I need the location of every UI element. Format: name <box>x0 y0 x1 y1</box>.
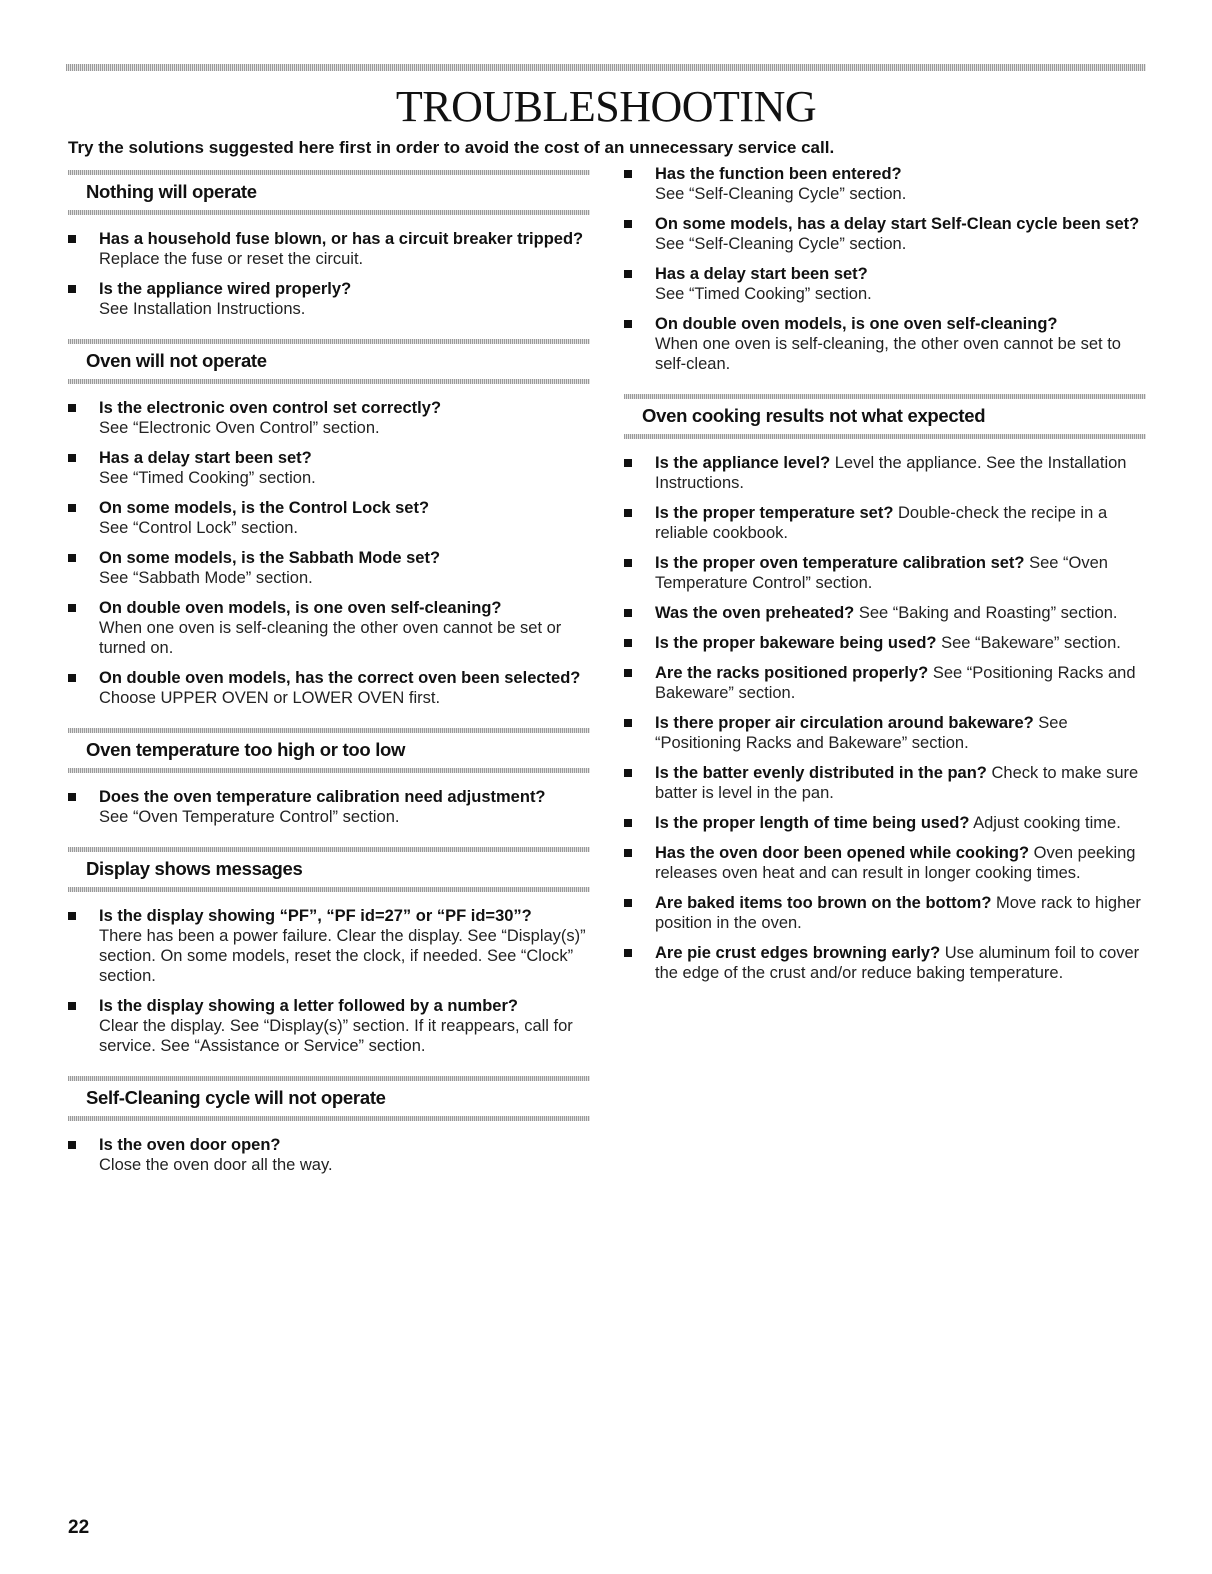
section-self-cleaning <box>68 1076 590 1175</box>
item-answer: Use aluminum foil to cover the edge of the crust and/or reduce baking temperature. <box>655 944 1140 982</box>
section-title: Oven will not operate <box>86 350 267 371</box>
item-list <box>624 439 1146 983</box>
section-title: Display shows messages <box>86 858 303 879</box>
page-title: TROUBLESHOOTING <box>395 82 817 131</box>
item-question: Is the oven door open? <box>99 1136 281 1154</box>
bullet-icon <box>624 899 632 907</box>
bullet-icon <box>624 949 632 957</box>
list-item <box>68 996 590 1056</box>
bullet-icon <box>68 912 76 920</box>
item-answer: Check to make sure batter is level in the pan. <box>655 764 1139 802</box>
list-item <box>68 668 590 708</box>
item-answer: Level the appliance. See the Installation Instructions. <box>655 454 1127 492</box>
page-number: 22 <box>68 1517 90 1538</box>
item-answer: See “Bakeware” section. <box>941 634 1121 652</box>
bullet-icon <box>624 559 632 567</box>
list-item <box>624 663 1146 703</box>
item-question: Is the proper temperature set? <box>655 504 894 522</box>
item-answer: See Installation Instructions. <box>99 300 306 318</box>
list-item <box>624 603 1146 623</box>
item-list <box>68 215 590 319</box>
list-item <box>624 893 1146 933</box>
list-item <box>68 548 590 588</box>
item-question: On some models, is the Sabbath Mode set? <box>99 549 441 567</box>
bullet-icon <box>68 285 76 293</box>
list-item <box>624 763 1146 803</box>
bullet-icon <box>68 454 76 462</box>
bullet-icon <box>624 509 632 517</box>
bullet-icon <box>624 170 632 178</box>
item-question: Is the electronic oven control set correctly? <box>99 399 442 417</box>
bullet-icon <box>624 220 632 228</box>
section-display-shows-messages <box>68 847 590 1056</box>
item-question: Are pie crust edges browning early? <box>655 944 941 962</box>
list-item <box>68 906 590 986</box>
item-question: Is the proper bakeware being used? <box>655 634 937 652</box>
section-title: Oven cooking results not what expected <box>642 405 986 426</box>
item-answer: See “Self-Cleaning Cycle” section. <box>655 185 907 203</box>
list-item <box>624 214 1146 254</box>
item-question: Has a delay start been set? <box>655 265 868 283</box>
list-item <box>68 229 590 269</box>
intro-text: Try the solutions suggested here first in order to avoid the cost of an unnecessary service call. <box>68 138 835 157</box>
item-list <box>68 384 590 708</box>
item-question: Are baked items too brown on the bottom? <box>655 894 992 912</box>
item-list <box>68 892 590 1056</box>
section-nothing-will-operate <box>68 170 590 319</box>
bullet-icon <box>68 404 76 412</box>
item-question: Is there proper air circulation around bakeware? <box>655 714 1034 732</box>
bullet-icon <box>68 504 76 512</box>
list-item <box>68 448 590 488</box>
bullet-icon <box>68 604 76 612</box>
item-question: Was the oven preheated? <box>655 604 855 622</box>
list-item <box>68 787 590 827</box>
item-question: On some models, has a delay start Self-Clean cycle been set? <box>655 215 1140 233</box>
section-cooking-results <box>624 394 1146 983</box>
list-item <box>624 633 1146 653</box>
item-question: On double oven models, has the correct oven been selected? <box>99 669 581 687</box>
item-question: On double oven models, is one oven self-cleaning? <box>655 315 1058 333</box>
item-question: Has a delay start been set? <box>99 449 312 467</box>
item-answer: See “Positioning Racks and Bakeware” section. <box>655 714 1068 752</box>
item-answer: Double-check the recipe in a reliable cookbook. <box>655 504 1108 542</box>
item-question: Is the display showing “PF”, “PF id=27” or “PF id=30”? <box>99 907 532 925</box>
section-title: Self-Cleaning cycle will not operate <box>86 1087 386 1108</box>
item-answer: See “Sabbath Mode” section. <box>99 569 313 587</box>
continued-item-list <box>624 164 1146 374</box>
item-answer: See “Timed Cooking” section. <box>655 285 872 303</box>
item-answer: See “Oven Temperature Control” section. <box>655 554 1108 592</box>
list-item <box>68 598 590 658</box>
bullet-icon <box>68 674 76 682</box>
list-item <box>68 498 590 538</box>
item-question: Is the proper oven temperature calibration set? <box>655 554 1025 572</box>
list-item <box>624 813 1146 833</box>
list-item <box>624 264 1146 304</box>
list-item <box>624 164 1146 204</box>
item-answer: See “Positioning Racks and Bakeware” section. <box>655 664 1136 702</box>
bullet-icon <box>624 459 632 467</box>
section-oven-temperature <box>68 728 590 827</box>
item-question: Has a household fuse blown, or has a circuit breaker tripped? <box>99 230 584 248</box>
list-item <box>624 314 1146 374</box>
bullet-icon <box>624 320 632 328</box>
section-title: Nothing will operate <box>86 181 257 202</box>
item-answer: See “Electronic Oven Control” section. <box>99 419 380 437</box>
section-title: Oven temperature too high or too low <box>86 739 406 760</box>
item-answer: Move rack to higher position in the oven. <box>655 894 1141 932</box>
item-answer: Clear the display. See “Display(s)” section. If it reappears, call for service. See “Assistance or Service” section. <box>99 1017 573 1055</box>
item-answer: See “Oven Temperature Control” section. <box>99 808 400 826</box>
item-answer: See “Timed Cooking” section. <box>99 469 316 487</box>
item-list <box>68 773 590 827</box>
bullet-icon <box>624 609 632 617</box>
list-item <box>624 503 1146 543</box>
item-answer: Replace the fuse or reset the circuit. <box>99 250 364 268</box>
list-item <box>624 553 1146 593</box>
bullet-icon <box>624 769 632 777</box>
list-item <box>68 1135 590 1175</box>
item-question: Is the appliance level? <box>655 454 831 472</box>
item-answer: Choose UPPER OVEN or LOWER OVEN first. <box>99 689 441 707</box>
list-item <box>68 398 590 438</box>
bullet-icon <box>68 235 76 243</box>
list-item <box>624 713 1146 753</box>
right-column <box>624 164 1146 993</box>
bullet-icon <box>624 639 632 647</box>
item-question: On double oven models, is one oven self-cleaning? <box>99 599 502 617</box>
item-answer: When one oven is self-cleaning the other oven cannot be set or turned on. <box>99 619 562 657</box>
list-item <box>624 843 1146 883</box>
item-question: On some models, is the Control Lock set? <box>99 499 430 517</box>
item-list <box>68 1121 590 1175</box>
list-item <box>68 279 590 319</box>
item-question: Are the racks positioned properly? <box>655 664 929 682</box>
section-oven-will-not-operate <box>68 339 590 708</box>
list-item <box>624 453 1146 493</box>
bullet-icon <box>68 1002 76 1010</box>
item-answer: See “Self-Cleaning Cycle” section. <box>655 235 907 253</box>
item-question: Is the batter evenly distributed in the pan? <box>655 764 987 782</box>
list-item <box>624 943 1146 983</box>
bullet-icon <box>624 819 632 827</box>
item-question: Has the oven door been opened while cooking? <box>655 844 1030 862</box>
left-column <box>68 170 590 1185</box>
bullet-icon <box>68 1141 76 1149</box>
item-answer: Close the oven door all the way. <box>99 1156 333 1174</box>
top-rule <box>66 64 1146 71</box>
bullet-icon <box>624 849 632 857</box>
item-question: Is the display showing a letter followed by a number? <box>99 997 518 1015</box>
item-answer: Adjust cooking time. <box>973 814 1121 832</box>
item-answer: When one oven is self-cleaning, the other oven cannot be set to self-clean. <box>655 335 1121 373</box>
bullet-icon <box>68 793 76 801</box>
bullet-icon <box>624 669 632 677</box>
item-answer: There has been a power failure. Clear the display. See “Display(s)” section. On some models, reset the clock, if needed. See “Clock” section. <box>99 927 586 985</box>
item-question: Has the function been entered? <box>655 165 902 183</box>
item-question: Is the proper length of time being used? <box>655 814 970 832</box>
item-answer: Oven peeking releases oven heat and can result in longer cooking times. <box>655 844 1136 882</box>
item-answer: See “Control Lock” section. <box>99 519 299 537</box>
item-answer: See “Baking and Roasting” section. <box>858 604 1118 622</box>
item-question: Is the appliance wired properly? <box>99 280 352 298</box>
bullet-icon <box>68 554 76 562</box>
item-question: Does the oven temperature calibration need adjustment? <box>99 788 546 806</box>
bullet-icon <box>624 719 632 727</box>
bullet-icon <box>624 270 632 278</box>
